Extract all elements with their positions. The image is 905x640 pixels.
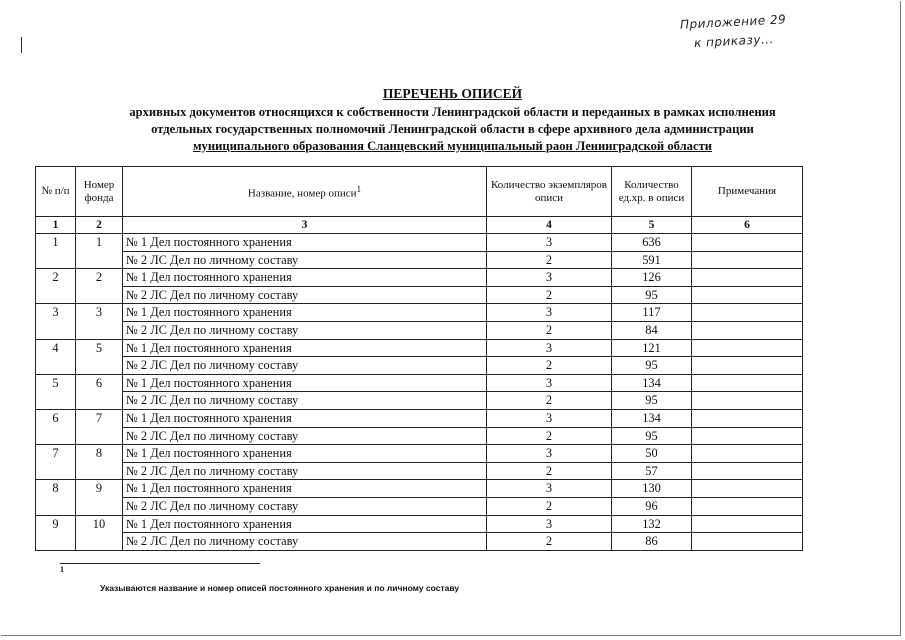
- column-number: 2: [76, 217, 123, 234]
- table-row: [36, 427, 803, 445]
- notes-cell: [692, 339, 803, 357]
- units-count-cell: 86: [612, 533, 692, 551]
- copies-count-cell: 2: [487, 286, 612, 304]
- table-row: [36, 357, 803, 375]
- copies-count-cell: 3: [487, 480, 612, 498]
- table-row: [36, 269, 803, 287]
- notes-cell: [692, 321, 803, 339]
- table-row: [36, 497, 803, 515]
- inventory-name-cell: № 1 Дел постоянного хранения: [123, 374, 487, 392]
- inventory-name-cell: № 2 ЛС Дел по личному составу: [123, 357, 487, 375]
- inventory-name-cell: № 2 ЛС Дел по личному составу: [123, 427, 487, 445]
- column-number: 6: [692, 217, 803, 234]
- units-count-cell: 117: [612, 304, 692, 322]
- copies-count-cell: 3: [487, 515, 612, 533]
- copies-count-cell: 3: [487, 269, 612, 287]
- inventory-name-cell: № 2 ЛС Дел по личному составу: [123, 321, 487, 339]
- table-row: [36, 286, 803, 304]
- inventory-name-cell: № 1 Дел постоянного хранения: [123, 339, 487, 357]
- table-row: [36, 462, 803, 480]
- header-copies-count: Количество экземпляров описи: [487, 167, 612, 217]
- inventory-name-cell: № 2 ЛС Дел по личному составу: [123, 462, 487, 480]
- units-count-cell: 95: [612, 357, 692, 375]
- column-number: 3: [123, 217, 487, 234]
- copies-count-cell: 3: [487, 445, 612, 463]
- row-number-cell: 5: [36, 374, 76, 409]
- fond-number-cell: 3: [76, 304, 123, 339]
- copies-count-cell: 2: [487, 497, 612, 515]
- inventory-name-cell: № 1 Дел постоянного хранения: [123, 234, 487, 252]
- notes-cell: [692, 286, 803, 304]
- table-row: [36, 392, 803, 410]
- row-number-cell: 3: [36, 304, 76, 339]
- header-inventory-name: [123, 167, 487, 217]
- copies-count-cell: 2: [487, 357, 612, 375]
- handwritten-note-line2: к приказу...: [693, 31, 775, 51]
- copies-count-cell: 2: [487, 427, 612, 445]
- copies-count-cell: 2: [487, 533, 612, 551]
- inventory-name-cell: № 1 Дел постоянного хранения: [123, 445, 487, 463]
- document-title: ПЕРЕЧЕНЬ ОПИСЕЙ: [382, 86, 523, 101]
- inventory-name-cell: № 1 Дел постоянного хранения: [123, 409, 487, 427]
- table-row: [36, 339, 803, 357]
- units-count-cell: 126: [612, 269, 692, 287]
- notes-cell: [692, 269, 803, 287]
- units-count-cell: 95: [612, 286, 692, 304]
- notes-cell: [692, 515, 803, 533]
- notes-cell: [692, 357, 803, 375]
- handwritten-note-line1: Приложение 29: [679, 12, 787, 32]
- notes-cell: [692, 251, 803, 269]
- inventory-name-cell: № 2 ЛС Дел по личному составу: [123, 251, 487, 269]
- copies-count-cell: 2: [487, 462, 612, 480]
- notes-cell: [692, 497, 803, 515]
- table-header-row: [36, 167, 803, 217]
- notes-cell: [692, 374, 803, 392]
- table-row: [36, 251, 803, 269]
- copies-count-cell: 3: [487, 234, 612, 252]
- notes-cell: [692, 427, 803, 445]
- row-number-cell: 6: [36, 409, 76, 444]
- notes-cell: [692, 234, 803, 252]
- row-number-cell: 8: [36, 480, 76, 515]
- inventory-table: [35, 166, 803, 551]
- units-count-cell: 57: [612, 462, 692, 480]
- footnote-divider: [60, 563, 260, 564]
- fond-number-cell: 1: [76, 234, 123, 269]
- units-count-cell: 591: [612, 251, 692, 269]
- inventory-name-cell: № 1 Дел постоянного хранения: [123, 269, 487, 287]
- row-number-cell: 2: [36, 269, 76, 304]
- header-inventory-name-text: Название, номер описи: [247, 187, 357, 200]
- scan-mark: [21, 37, 22, 53]
- units-count-cell: 636: [612, 234, 692, 252]
- inventory-name-cell: № 2 ЛС Дел по личному составу: [123, 497, 487, 515]
- row-number-cell: 7: [36, 445, 76, 480]
- fond-number-cell: 7: [76, 409, 123, 444]
- table-row: [36, 515, 803, 533]
- header-row-number: № п/п: [36, 167, 76, 217]
- fond-number-cell: 2: [76, 269, 123, 304]
- inventory-name-cell: № 2 ЛС Дел по личному составу: [123, 286, 487, 304]
- units-count-cell: 95: [612, 392, 692, 410]
- table-row: [36, 304, 803, 322]
- subtitle-line2: отдельных государственных полномочий Ленинградской области в сфере архивного дела администрации: [151, 122, 754, 136]
- notes-cell: [692, 462, 803, 480]
- fond-number-cell: 5: [76, 339, 123, 374]
- units-count-cell: 50: [612, 445, 692, 463]
- inventory-name-cell: № 2 ЛС Дел по личному составу: [123, 392, 487, 410]
- fond-number-cell: 8: [76, 445, 123, 480]
- table-row: [36, 445, 803, 463]
- inventory-name-cell: № 1 Дел постоянного хранения: [123, 515, 487, 533]
- table-row: [36, 409, 803, 427]
- inventory-name-cell: № 2 ЛС Дел по личному составу: [123, 533, 487, 551]
- units-count-cell: 134: [612, 374, 692, 392]
- table-row: [36, 533, 803, 551]
- document-subtitle: [30, 104, 875, 155]
- notes-cell: [692, 304, 803, 322]
- copies-count-cell: 3: [487, 409, 612, 427]
- table-row: [36, 480, 803, 498]
- copies-count-cell: 2: [487, 392, 612, 410]
- table-body: [36, 234, 803, 551]
- inventory-name-cell: № 1 Дел постоянного хранения: [123, 480, 487, 498]
- notes-cell: [692, 533, 803, 551]
- units-count-cell: 84: [612, 321, 692, 339]
- notes-cell: [692, 480, 803, 498]
- table-row: [36, 374, 803, 392]
- copies-count-cell: 3: [487, 339, 612, 357]
- fond-number-cell: 10: [76, 515, 123, 550]
- row-number-cell: 9: [36, 515, 76, 550]
- fond-number-cell: 6: [76, 374, 123, 409]
- header-notes: Примечания: [692, 167, 803, 217]
- column-number: 4: [487, 217, 612, 234]
- notes-cell: [692, 445, 803, 463]
- units-count-cell: 121: [612, 339, 692, 357]
- header-fond-number: Номер фонда: [76, 167, 123, 217]
- column-number: 5: [612, 217, 692, 234]
- header-units-count: Количество ед.хр. в описи: [612, 167, 692, 217]
- inventory-name-cell: № 1 Дел постоянного хранения: [123, 304, 487, 322]
- subtitle-line1: архивных документов относящихся к собственности Ленинградской области и переданных в рамках исполнения: [129, 105, 776, 119]
- row-number-cell: 1: [36, 234, 76, 269]
- fond-number-cell: 9: [76, 480, 123, 515]
- subtitle-line3: муниципального образования Сланцевский муниципальный раон Ленинградской области: [192, 139, 713, 153]
- footnote-marker: 1: [60, 565, 64, 574]
- units-count-cell: 95: [612, 427, 692, 445]
- table-row: [36, 234, 803, 252]
- column-number-row: [36, 217, 803, 234]
- units-count-cell: 132: [612, 515, 692, 533]
- copies-count-cell: 3: [487, 374, 612, 392]
- column-number: 1: [36, 217, 76, 234]
- copies-count-cell: 2: [487, 321, 612, 339]
- units-count-cell: 130: [612, 480, 692, 498]
- copies-count-cell: 2: [487, 251, 612, 269]
- footnote-ref: 1: [356, 183, 362, 194]
- footnote-text: Указываются название и номер описей постоянного хранения и по личному составу: [100, 583, 460, 593]
- copies-count-cell: 3: [487, 304, 612, 322]
- units-count-cell: 96: [612, 497, 692, 515]
- notes-cell: [692, 409, 803, 427]
- table-row: [36, 321, 803, 339]
- notes-cell: [692, 392, 803, 410]
- units-count-cell: 134: [612, 409, 692, 427]
- row-number-cell: 4: [36, 339, 76, 374]
